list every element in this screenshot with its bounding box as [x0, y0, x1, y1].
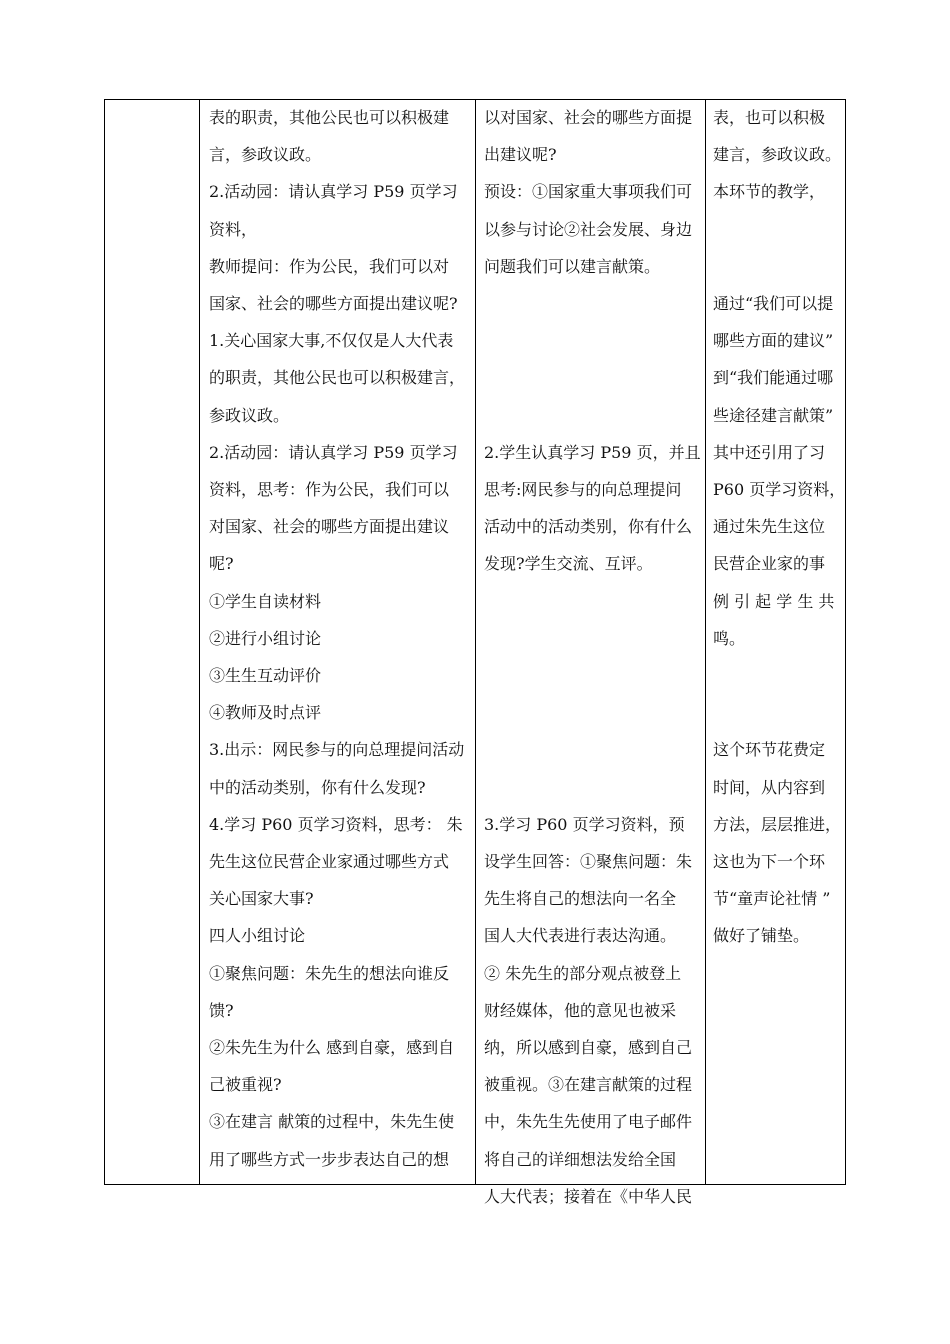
text-line: 参政议政。 — [209, 405, 290, 425]
text-line: 财经媒体，他的意见也被采 — [484, 1000, 677, 1020]
text-line: 四人小组讨论 — [209, 926, 306, 946]
text-line: 这个环节花费定 — [713, 740, 826, 760]
text-line: 这也为下一个环 — [713, 852, 826, 871]
text-line: 建言，参政议政。 — [713, 145, 842, 165]
text-line: 哪些方面的建议” — [713, 331, 834, 351]
text-line: ④教师及时点评 — [209, 703, 322, 723]
text-line: 民营企业家的事 — [713, 554, 826, 574]
text-line: 3.出示：网民参与的向总理提问活动 — [209, 740, 465, 760]
text-line: ② 朱先生的部分观点被登上 — [484, 963, 682, 983]
text-line: 中，朱先生先使用了电子邮件 — [484, 1112, 693, 1132]
text-line: 中的活动类别，你有什么发现? — [209, 777, 426, 797]
text-line: P60 页学习资料， — [713, 480, 846, 499]
text-line: 通过朱先生这位 — [713, 517, 826, 537]
text-line: 发现?学生交流、互评。 — [484, 554, 653, 574]
text-line: 用了哪些方式一步步表达自己的想 — [209, 1149, 450, 1169]
text-line: 做好了铺垫。 — [713, 926, 810, 946]
text-line: 3.学习 P60 页学习资料，预 — [484, 814, 685, 834]
text-line: 对国家、社会的哪些方面提出建议 — [209, 517, 450, 537]
text-line: 节“童声论社情 ” — [713, 889, 831, 909]
text-line: 言，参政议政。 — [209, 145, 322, 165]
text-line: 的职责，其他公民也可以积极建言， — [209, 368, 466, 388]
text-line: 表的职责，其他公民也可以积极建 — [209, 108, 450, 127]
text-line: ③在建言 献策的过程中，朱先生使 — [209, 1112, 455, 1132]
text-line: 活动中的活动类别，你有什么 — [484, 517, 693, 537]
text-line: 先生将自己的想法向一名全 — [484, 889, 677, 909]
text-line: 人大代表；接着在《中华人民 — [484, 1186, 693, 1206]
text-line: 方法，层层推进， — [713, 814, 842, 834]
student-activity-column — [476, 100, 705, 1206]
text-line: ③生生互动评价 — [209, 666, 322, 685]
text-line: 馈? — [209, 1000, 234, 1020]
text-line: 鸣。 — [713, 628, 746, 648]
text-line: 纳，所以感到自豪，感到自己 — [484, 1038, 693, 1057]
text-line: 先生这位民营企业家通过哪些方式 — [209, 852, 450, 871]
text-line: 将自己的详细想法发给全国 — [484, 1149, 677, 1169]
text-line: 本环节的教学， — [713, 182, 826, 202]
text-line: 资料，思考：作为公民，我们可以 — [209, 480, 450, 499]
text-line: 国家、社会的哪些方面提出建议呢? — [209, 294, 458, 313]
text-line: 资料， — [209, 219, 258, 239]
table-column-1 — [105, 100, 199, 1184]
text-line: 例 引 起 学 生 共 — [713, 591, 835, 611]
text-line: 以参与讨论②社会发展、身边 — [484, 219, 693, 239]
text-line: 2.活动园：请认真学习 P59 页学习 — [209, 442, 458, 462]
text-line: 呢? — [209, 554, 234, 574]
text-line: 2.学生认真学习 P59 页，并且 — [484, 442, 701, 462]
text-line: 4.学习 P60 页学习资料，思考： 朱 — [209, 814, 463, 834]
text-line: ②进行小组讨论 — [209, 628, 322, 648]
text-line: 时间，从内容到 — [713, 777, 826, 797]
text-line: ①学生自读材料 — [209, 591, 322, 611]
text-line: 以对国家、社会的哪些方面提 — [484, 108, 693, 127]
design-intent-column — [706, 100, 845, 1184]
text-line: 教师提问：作为公民，我们可以对 — [209, 256, 450, 276]
text-line: 预设：①国家重大事项我们可 — [484, 182, 693, 202]
text-line: 思考:网民参与的向总理提问 — [484, 480, 682, 499]
text-line: 其中还引用了习 — [713, 442, 826, 462]
text-line: 国人大代表进行表达沟通。 — [484, 926, 677, 946]
text-line: 到“我们能通过哪 — [713, 368, 834, 388]
text-line: 关心国家大事? — [209, 889, 314, 909]
text-line: ②朱先生为什么 感到自豪，感到自 — [209, 1038, 455, 1057]
teacher-activity-column — [200, 100, 475, 1184]
text-line: ①聚焦问题：朱先生的想法向谁反 — [209, 963, 450, 983]
text-line: 1.关心国家大事,不仅仅是人大代表 — [209, 331, 454, 351]
text-line: 被重视。③在建言献策的过程 — [484, 1075, 693, 1095]
lesson-plan-table — [104, 99, 846, 1206]
text-line: 设学生回答：①聚焦问题：朱 — [484, 852, 693, 871]
text-line: 己被重视? — [209, 1075, 282, 1095]
text-line: 问题我们可以建言献策。 — [484, 256, 661, 276]
text-line: 出建议呢? — [484, 145, 557, 165]
text-line: 2.活动园：请认真学习 P59 页学习 — [209, 182, 458, 202]
text-line: 表，也可以积极 — [713, 108, 826, 127]
text-line: 通过“我们可以提 — [713, 294, 834, 313]
text-line: 些途径建言献策” — [713, 405, 834, 425]
